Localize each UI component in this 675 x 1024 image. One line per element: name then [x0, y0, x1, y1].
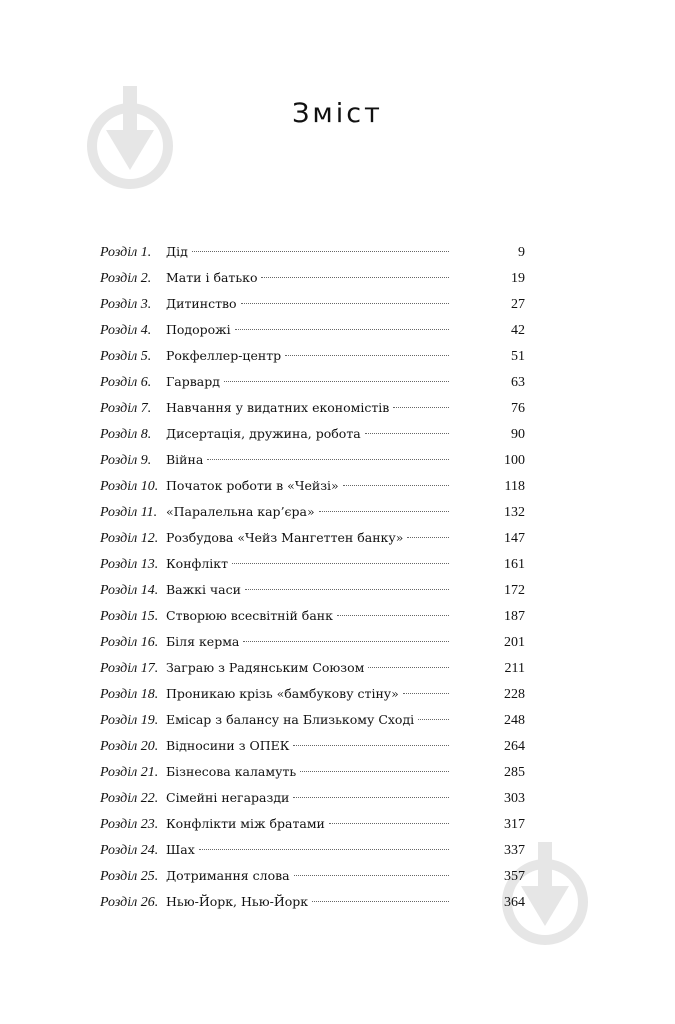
dot-leader: [300, 771, 449, 772]
page-number: 63: [511, 375, 525, 390]
toc-entry[interactable]: [100, 634, 525, 660]
page-number: 100: [504, 453, 525, 468]
page-number: 76: [511, 401, 525, 416]
chapter-number: Розділ 25.: [100, 869, 159, 884]
dot-leader: [407, 537, 449, 538]
toc-entry[interactable]: [100, 426, 525, 452]
chapter-number: Розділ 17.: [100, 661, 159, 676]
chapter-title: Навчання у видатних економістів: [166, 400, 390, 415]
chapter-title: Створюю всесвітній банк: [166, 608, 333, 623]
dot-leader: [319, 511, 449, 512]
chapter-title: Бізнесова каламуть: [166, 764, 297, 779]
dot-leader: [343, 485, 449, 486]
toc-entry[interactable]: [100, 816, 525, 842]
toc-entry[interactable]: [100, 686, 525, 712]
chapter-number: Розділ 23.: [100, 817, 159, 832]
chapter-number: Розділ 2.: [100, 271, 152, 286]
toc-entry[interactable]: [100, 868, 525, 894]
chapter-number: Розділ 16.: [100, 635, 159, 650]
chapter-title: Конфлікти між братами: [166, 816, 325, 831]
chapter-title: Війна: [166, 452, 204, 467]
page-number: 201: [504, 635, 525, 650]
dot-leader: [285, 355, 449, 356]
chapter-number: Розділ 7.: [100, 401, 152, 416]
dot-leader: [393, 407, 449, 408]
page-number: 147: [504, 531, 525, 546]
toc-entry[interactable]: [100, 478, 525, 504]
page-number: 161: [504, 557, 525, 572]
dot-leader: [235, 329, 449, 330]
chapter-number: Розділ 20.: [100, 739, 159, 754]
chapter-title: Конфлікт: [166, 556, 228, 571]
page-number: 228: [504, 687, 525, 702]
chapter-number: Розділ 24.: [100, 843, 159, 858]
chapter-title: Важкі часи: [166, 582, 241, 597]
page-number: 303: [504, 791, 525, 806]
toc-entry[interactable]: [100, 790, 525, 816]
toc-entry[interactable]: [100, 894, 525, 920]
chapter-number: Розділ 4.: [100, 323, 152, 338]
chapter-title: Розбудова «Чейз Мангеттен банку»: [166, 530, 404, 545]
toc-entry[interactable]: [100, 296, 525, 322]
page-number: 51: [511, 349, 525, 364]
chapter-number: Розділ 22.: [100, 791, 159, 806]
toc-entry[interactable]: [100, 270, 525, 296]
toc-entry[interactable]: [100, 452, 525, 478]
dot-leader: [232, 563, 449, 564]
toc-entry[interactable]: [100, 322, 525, 348]
dot-leader: [293, 745, 449, 746]
chapter-number: Розділ 14.: [100, 583, 159, 598]
chapter-number: Розділ 13.: [100, 557, 159, 572]
chapter-number: Розділ 5.: [100, 349, 152, 364]
page-number: 42: [511, 323, 525, 338]
chapter-number: Розділ 18.: [100, 687, 159, 702]
page-number: 118: [504, 479, 525, 494]
page-number: 172: [504, 583, 525, 598]
dot-leader: [241, 303, 449, 304]
dot-leader: [418, 719, 449, 720]
toc-entry[interactable]: [100, 712, 525, 738]
toc-entry[interactable]: [100, 764, 525, 790]
chapter-title: Заграю з Радянським Союзом: [166, 660, 365, 675]
page-number: 9: [518, 245, 525, 260]
toc-entry[interactable]: [100, 660, 525, 686]
chapter-number: Розділ 1.: [100, 245, 152, 260]
page-number: 187: [504, 609, 525, 624]
chapter-title: Шах: [166, 842, 195, 857]
chapter-number: Розділ 15.: [100, 609, 159, 624]
chapter-number: Розділ 11.: [100, 505, 158, 520]
toc-entry[interactable]: [100, 374, 525, 400]
chapter-title: Початок роботи в «Чейзі»: [166, 478, 339, 493]
chapter-title: Проникаю крізь «бамбукову стіну»: [166, 686, 399, 701]
dot-leader: [199, 849, 449, 850]
page-number: 248: [504, 713, 525, 728]
page-number: 90: [511, 427, 525, 442]
page-number: 364: [504, 895, 525, 910]
chapter-number: Розділ 26.: [100, 895, 159, 910]
dot-leader: [403, 693, 449, 694]
toc-entry[interactable]: [100, 400, 525, 426]
page-number: 27: [511, 297, 525, 312]
chapter-number: Розділ 19.: [100, 713, 159, 728]
chapter-title: Дисертація, дружина, робота: [166, 426, 361, 441]
page-number: 285: [504, 765, 525, 780]
page-number: 357: [504, 869, 525, 884]
toc-entry[interactable]: [100, 244, 525, 270]
chapter-title: Рокфеллер-центр: [166, 348, 282, 363]
chapter-title: Біля керма: [166, 634, 240, 649]
dot-leader: [207, 459, 449, 460]
toc-entry[interactable]: [100, 530, 525, 556]
chapter-title: «Паралельна кар’єра»: [166, 504, 315, 519]
dot-leader: [293, 797, 449, 798]
toc-entry[interactable]: [100, 348, 525, 374]
toc-entry[interactable]: [100, 582, 525, 608]
dot-leader: [224, 381, 449, 382]
dot-leader: [261, 277, 449, 278]
chapter-number: Розділ 10.: [100, 479, 159, 494]
dot-leader: [192, 251, 449, 252]
page-title: Зміст: [292, 98, 383, 130]
chapter-title: Дід: [166, 244, 188, 259]
table-of-contents: [100, 244, 525, 920]
dot-leader: [294, 875, 449, 876]
dot-leader: [337, 615, 449, 616]
chapter-title: Подорожі: [166, 322, 231, 337]
chapter-title: Мати і батько: [166, 270, 258, 285]
dot-leader: [365, 433, 449, 434]
chapter-number: Розділ 3.: [100, 297, 152, 312]
page-number: 337: [504, 843, 525, 858]
chapter-title: Сімейні негаразди: [166, 790, 290, 805]
toc-entry[interactable]: [100, 842, 525, 868]
dot-leader: [312, 901, 449, 902]
page-number: 317: [504, 817, 525, 832]
toc-entry[interactable]: [100, 608, 525, 634]
chapter-title: Емісар з балансу на Близькому Сході: [166, 712, 415, 727]
page-number: 19: [511, 271, 525, 286]
chapter-number: Розділ 12.: [100, 531, 159, 546]
dot-leader: [329, 823, 449, 824]
toc-entry[interactable]: [100, 738, 525, 764]
chapter-title: Гарвард: [166, 374, 220, 389]
page-number: 132: [504, 505, 525, 520]
dot-leader: [245, 589, 449, 590]
chapter-title: Дитинство: [166, 296, 237, 311]
chapter-title: Дотримання слова: [166, 868, 290, 883]
page-number: 264: [504, 739, 525, 754]
page-number: 211: [504, 661, 525, 676]
chapter-number: Розділ 9.: [100, 453, 152, 468]
chapter-number: Розділ 6.: [100, 375, 152, 390]
chapter-title: Відносини з ОПЕК: [166, 738, 290, 753]
chapter-number: Розділ 21.: [100, 765, 159, 780]
chapter-number: Розділ 8.: [100, 427, 152, 442]
toc-entry[interactable]: [100, 556, 525, 582]
dot-leader: [368, 667, 449, 668]
toc-entry[interactable]: [100, 504, 525, 530]
dot-leader: [243, 641, 449, 642]
chapter-title: Нью-Йорк, Нью-Йорк: [166, 894, 309, 909]
